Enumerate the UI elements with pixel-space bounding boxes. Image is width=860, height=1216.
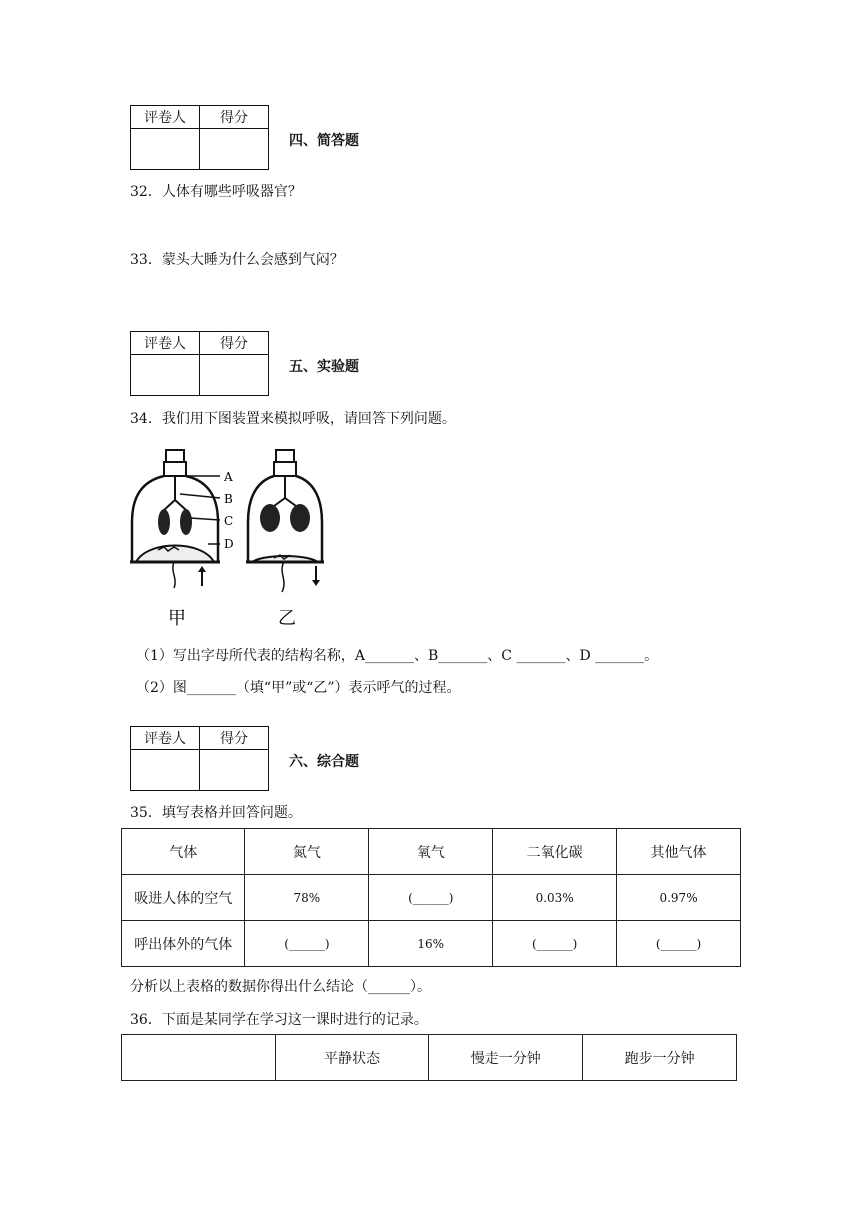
figure-label-yi: 乙	[278, 608, 296, 629]
label-b: B	[224, 492, 233, 506]
table-cell: 跑步一分钟	[583, 1035, 737, 1081]
reviewer-cell	[131, 355, 200, 396]
table-cell: 慢走一分钟	[429, 1035, 583, 1081]
section-title-6: 六、综合题	[289, 754, 359, 770]
table-cell: 16%	[369, 921, 493, 967]
question-34-sub2: （2）图_______（填“甲”或“乙”）表示呼气的过程。	[136, 680, 461, 696]
question-32: 32．人体有哪些呼吸器官？	[130, 184, 302, 200]
table-cell-blank: (______)	[493, 921, 617, 967]
table-cell: 呼出体外的气体	[122, 921, 245, 967]
table-header-row	[122, 829, 741, 875]
table-cell: 气体	[122, 829, 245, 875]
table-cell: 其他气体	[617, 829, 741, 875]
table-cell: 0.03%	[493, 875, 617, 921]
table-cell: 氮气	[245, 829, 369, 875]
question-34-sub1: （1）写出字母所代表的结构名称，A_______、B_______、C _______、D _______。	[136, 648, 659, 664]
question-35-conclusion: 分析以上表格的数据你得出什么结论（______）。	[130, 979, 431, 995]
figure-label-jia: 甲	[168, 608, 186, 629]
score-cell	[200, 355, 269, 396]
score-cell	[200, 750, 269, 791]
score-box-section6	[130, 726, 269, 791]
reviewer-cell	[131, 129, 200, 170]
score-label: 得分	[200, 332, 269, 355]
label-a: A	[224, 470, 233, 484]
score-box-section5	[130, 331, 269, 396]
score-cell	[200, 129, 269, 170]
score-label: 得分	[200, 727, 269, 750]
score-box-section4	[130, 105, 269, 170]
reviewer-cell	[131, 750, 200, 791]
table-row	[122, 875, 741, 921]
gas-table	[121, 828, 741, 967]
table-cell: 平静状态	[275, 1035, 429, 1081]
bell-jar-figure	[128, 442, 348, 632]
label-c: C	[224, 514, 234, 528]
score-label: 得分	[200, 106, 269, 129]
question-33: 33．蒙头大睡为什么会感到气闷？	[130, 252, 344, 268]
table-cell-blank: (______)	[245, 921, 369, 967]
bell-jar-left	[130, 450, 220, 588]
question-34-stem: 34．我们用下图装置来模拟呼吸，请回答下列问题。	[130, 411, 456, 427]
table-cell: 0.97%	[617, 875, 741, 921]
reviewer-label: 评卷人	[131, 106, 200, 129]
table-cell-blank: (______)	[617, 921, 741, 967]
question-35-stem: 35．填写表格并回答问题。	[130, 805, 302, 821]
reviewer-label: 评卷人	[131, 332, 200, 355]
activity-table	[121, 1034, 737, 1081]
question-36-stem: 36．下面是某同学在学习这一课时进行的记录。	[130, 1012, 428, 1028]
bell-jar-right	[246, 450, 324, 592]
table-cell: 氧气	[369, 829, 493, 875]
reviewer-label: 评卷人	[131, 727, 200, 750]
table-cell: 吸进人体的空气	[122, 875, 245, 921]
table-row	[122, 921, 741, 967]
table-cell: 二氧化碳	[493, 829, 617, 875]
table-header-row	[122, 1035, 737, 1081]
section-title-4: 四、简答题	[289, 133, 359, 149]
table-cell: 78%	[245, 875, 369, 921]
table-cell-blank: (______)	[369, 875, 493, 921]
label-d: D	[224, 537, 234, 551]
section-title-5: 五、实验题	[289, 359, 359, 375]
table-cell	[122, 1035, 276, 1081]
